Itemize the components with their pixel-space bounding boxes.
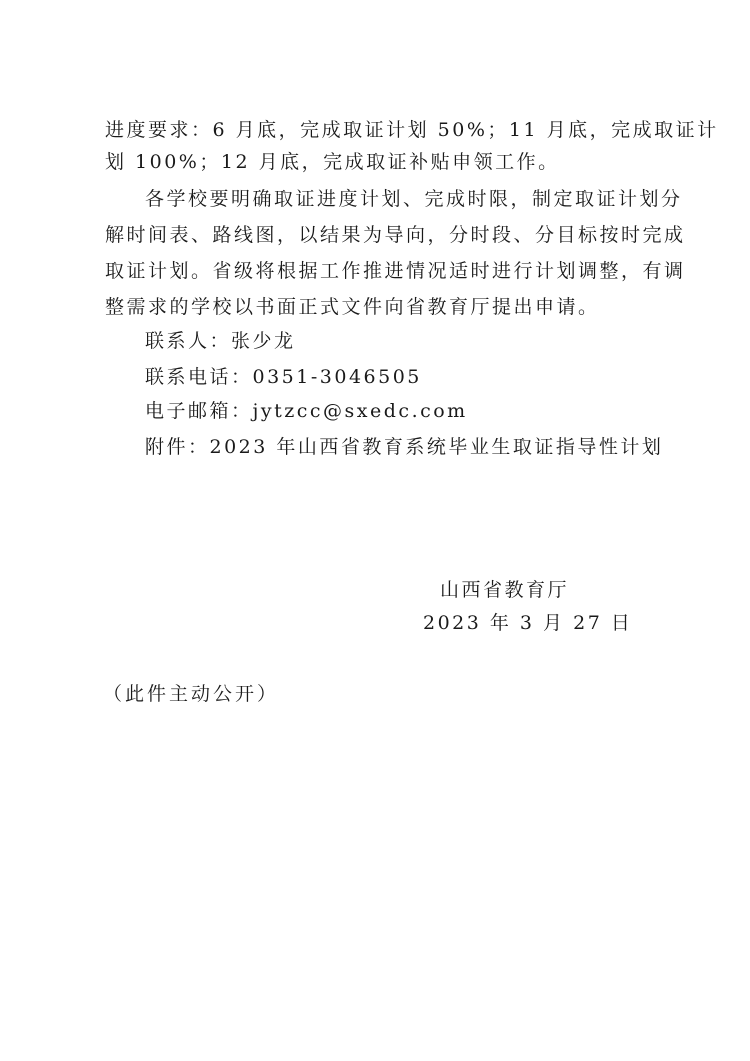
schools-line-3: 取证计划。省级将根据工作推进情况适时进行计划调整，有调 <box>105 260 686 282</box>
schools-line-1: 各学校要明确取证进度计划、完成时限，制定取证计划分 <box>145 188 683 210</box>
contact-email: 电子邮箱：jytzcc@sxedc.com <box>145 400 468 422</box>
disclosure-note: （此件主动公开） <box>103 683 280 705</box>
signature-organization: 山西省教育厅 <box>440 579 570 601</box>
signature-date: 2023 年 3 月 27 日 <box>423 612 633 634</box>
progress-line-2: 划 100%；12 月底，完成取证补贴申领工作。 <box>105 151 560 173</box>
progress-line-1: 进度要求：6 月底，完成取证计划 50%；11 月底，完成取证计 <box>105 119 719 141</box>
attachment-line: 附件：2023 年山西省教育系统毕业生取证指导性计划 <box>145 436 664 458</box>
schools-line-4: 整需求的学校以书面正式文件向省教育厅提出申请。 <box>105 296 600 318</box>
schools-line-2: 解时间表、路线图，以结果为导向，分时段、分目标按时完成 <box>105 224 686 246</box>
contact-phone: 联系电话：0351-3046505 <box>145 366 422 388</box>
contact-person: 联系人：张少龙 <box>145 330 296 352</box>
